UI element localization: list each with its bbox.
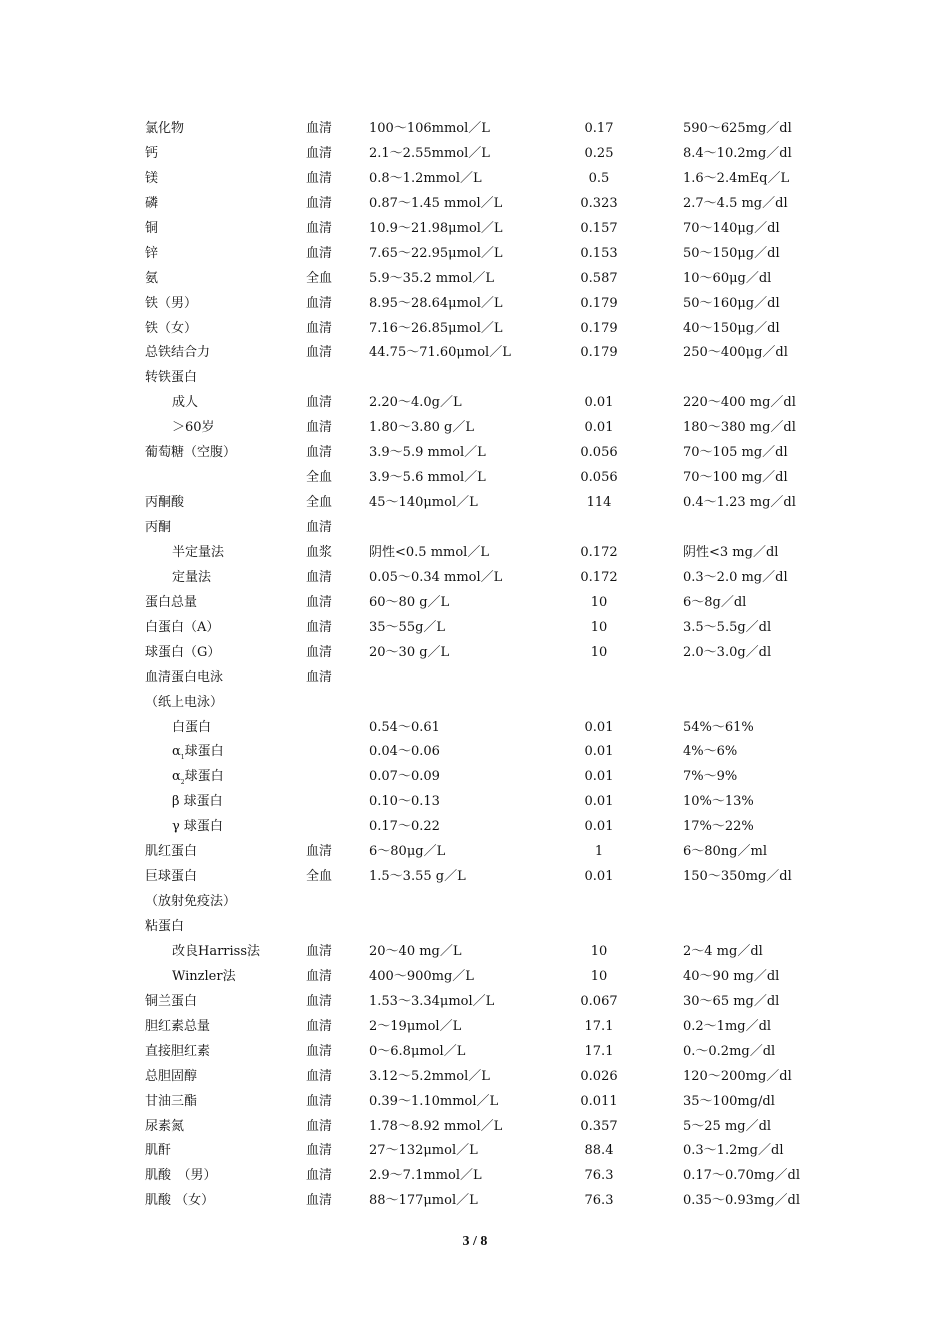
conversion-factor: 0.323	[580, 195, 618, 211]
item-name: 尿素氮	[145, 1118, 185, 1134]
si-reference-range: 88～177μmol／L	[369, 1193, 478, 1209]
item-name: 总胆固醇	[145, 1068, 198, 1084]
table-row	[0, 317, 950, 342]
conventional-reference-range: 40～90 mg／dl	[683, 968, 780, 984]
conventional-reference-range: 4%～6%	[683, 744, 738, 760]
conventional-reference-range: 40～150μg／dl	[683, 320, 780, 336]
table-row	[0, 491, 950, 516]
specimen-type: 血清	[306, 943, 333, 959]
specimen-type: 血清	[306, 1068, 333, 1084]
specimen-type: 血清	[306, 220, 333, 236]
item-name: 钙	[145, 145, 159, 161]
table-row	[0, 740, 950, 765]
table-row	[0, 840, 950, 865]
table-row	[0, 666, 950, 691]
conversion-factor: 0.01	[584, 744, 614, 760]
conversion-factor: 10	[590, 644, 608, 660]
item-name: 总铁结合力	[145, 345, 211, 361]
specimen-type: 血清	[306, 594, 333, 610]
specimen-type: 血清	[306, 1093, 333, 1109]
table-row	[0, 865, 950, 890]
table-row	[0, 416, 950, 441]
specimen-type: 全血	[306, 270, 333, 286]
si-reference-range: 7.65～22.95μmol／L	[369, 245, 503, 261]
specimen-type: 全血	[306, 495, 333, 511]
conventional-reference-range: 0.3～2.0 mg／dl	[683, 569, 788, 585]
specimen-type: 血清	[306, 844, 333, 860]
item-name: 铜兰蛋白	[145, 993, 198, 1009]
conventional-reference-range: 70～105 mg／dl	[683, 445, 788, 461]
si-reference-range: 3.9～5.9 mmol／L	[369, 445, 486, 461]
specimen-type: 血清	[306, 395, 333, 411]
specimen-type: 血清	[306, 1043, 333, 1059]
conversion-factor: 0.157	[580, 220, 618, 236]
table-row	[0, 641, 950, 666]
si-reference-range: 5.9～35.2 mmol／L	[369, 270, 495, 286]
si-reference-range: 1.80～3.80 g／L	[369, 420, 474, 436]
si-reference-range: 8.95～28.64μmol／L	[369, 295, 503, 311]
si-reference-range: 10.9～21.98μmol／L	[369, 220, 503, 236]
table-row	[0, 267, 950, 292]
specimen-type: 血清	[306, 420, 333, 436]
conversion-factor: 0.179	[580, 320, 618, 336]
greek-letter: α	[172, 769, 181, 785]
item-name: 铁（男）	[145, 295, 198, 311]
si-reference-range: 60～80 g／L	[369, 594, 450, 610]
subscript: 1	[180, 754, 185, 762]
conventional-reference-range: 0.17～0.70mg／dl	[683, 1168, 801, 1184]
table-row	[0, 691, 950, 716]
item-name: 锌	[145, 245, 159, 261]
si-reference-range: 0.10～0.13	[369, 794, 440, 810]
item-name: 磷	[145, 195, 159, 211]
conversion-factor: 17.1	[584, 1043, 614, 1059]
table-row	[0, 566, 950, 591]
item-name: 丙酮	[145, 520, 172, 535]
conversion-factor: 10	[590, 594, 608, 610]
conventional-reference-range: 590～625mg／dl	[683, 121, 792, 136]
table-row	[0, 890, 950, 915]
item-name: β 球蛋白	[172, 794, 223, 810]
conventional-reference-range: 2～4 mg／dl	[683, 943, 763, 959]
table-row	[0, 1189, 950, 1214]
conventional-reference-range: 6～8g／dl	[683, 594, 747, 610]
si-reference-range: 7.16～26.85μmol／L	[369, 320, 503, 336]
conventional-reference-range: 35～100mg/dl	[683, 1093, 775, 1109]
conventional-reference-range: 6～80ng／ml	[683, 844, 767, 860]
conventional-reference-range: 50～160μg／dl	[683, 295, 780, 311]
item-name: 转铁蛋白	[145, 370, 198, 386]
specimen-type: 血清	[306, 320, 333, 336]
table-row	[0, 940, 950, 965]
si-reference-range: 0.04～0.06	[369, 744, 440, 760]
table-row	[0, 591, 950, 616]
conventional-reference-range: 220～400 mg／dl	[683, 395, 796, 411]
table-row	[0, 117, 950, 142]
conventional-reference-range: 2.0～3.0g／dl	[683, 644, 772, 660]
si-reference-range: 0.17～0.22	[369, 819, 440, 835]
table-row	[0, 1090, 950, 1115]
si-reference-range: 3.12～5.2mmol／L	[369, 1068, 490, 1084]
conversion-factor: 0.01	[584, 719, 614, 735]
specimen-type: 血清	[306, 245, 333, 261]
conventional-reference-range: 10%～13%	[683, 794, 754, 810]
item-name: （纸上电泳）	[145, 694, 224, 710]
specimen-type: 血清	[306, 345, 333, 361]
si-reference-range: 0.8～1.2mmol／L	[369, 170, 482, 186]
conventional-reference-range: 0.2～1mg／dl	[683, 1018, 772, 1034]
conversion-factor: 0.172	[580, 544, 618, 560]
item-name: 镁	[145, 170, 159, 186]
conventional-reference-range: 0.4～1.23 mg／dl	[683, 495, 796, 511]
specimen-type: 血清	[306, 1193, 333, 1209]
conversion-factor: 0.056	[580, 445, 618, 461]
item-name: 半定量法	[172, 544, 225, 560]
conversion-factor: 0.5	[588, 170, 610, 186]
conventional-reference-range: 0.3～1.2mg／dl	[683, 1143, 784, 1159]
conventional-reference-range: 8.4～10.2mg／dl	[683, 145, 792, 161]
table-row	[0, 366, 950, 391]
conversion-factor: 76.3	[584, 1193, 614, 1209]
conventional-reference-range: 0.～0.2mg／dl	[683, 1043, 776, 1059]
specimen-type: 血清	[306, 619, 333, 635]
conventional-reference-range: 0.35～0.93mg／dl	[683, 1193, 801, 1209]
conversion-factor: 0.01	[584, 769, 614, 785]
table-row	[0, 1115, 950, 1140]
si-reference-range: 20～40 mg／L	[369, 943, 462, 959]
conventional-reference-range: 2.7～4.5 mg／dl	[683, 195, 788, 211]
specimen-type: 血清	[306, 1143, 333, 1159]
item-name: 粘蛋白	[145, 919, 185, 934]
table-row	[0, 341, 950, 366]
specimen-type: 血清	[306, 1168, 333, 1184]
conventional-reference-range: 10～60μg／dl	[683, 270, 772, 286]
si-reference-range: 阴性<0.5 mmol／L	[369, 544, 489, 560]
greek-letter: α	[172, 744, 181, 760]
conversion-factor: 0.01	[584, 819, 614, 835]
conversion-factor: 10	[590, 968, 608, 984]
si-reference-range: 20～30 g／L	[369, 644, 450, 660]
conversion-factor: 0.01	[584, 869, 614, 885]
table-row	[0, 616, 950, 641]
conversion-factor: 0.067	[580, 993, 618, 1009]
table-row	[0, 1040, 950, 1065]
table-row	[0, 167, 950, 192]
table-row	[0, 242, 950, 267]
conversion-factor: 0.153	[580, 245, 618, 261]
item-name: 白蛋白	[172, 719, 212, 735]
si-reference-range: 1.53～3.34μmol／L	[369, 993, 495, 1009]
conversion-factor: 0.056	[580, 470, 618, 486]
item-name-suffix: 球蛋白	[184, 744, 224, 760]
si-reference-range: 100～106mmol／L	[369, 121, 490, 136]
si-reference-range: 0.07～0.09	[369, 769, 440, 785]
conversion-factor: 0.357	[580, 1118, 618, 1134]
item-name: 氯化物	[145, 121, 185, 136]
item-name: 氨	[145, 270, 159, 286]
conversion-factor: 0.25	[584, 145, 614, 161]
specimen-type: 血清	[306, 445, 333, 461]
si-reference-range: 2.9～7.1mmol／L	[369, 1168, 482, 1184]
conventional-reference-range: 150～350mg／dl	[683, 869, 792, 885]
conversion-factor: 10	[590, 619, 608, 635]
conventional-reference-range: 180～380 mg／dl	[683, 420, 796, 436]
conversion-factor: 0.17	[584, 121, 614, 136]
item-name: 铜	[145, 220, 159, 236]
conventional-reference-range: 5～25 mg／dl	[683, 1118, 772, 1134]
specimen-type: 血清	[306, 170, 333, 186]
si-reference-range: 3.9～5.6 mmol／L	[369, 470, 486, 486]
item-name: ＞60岁	[172, 420, 215, 436]
reference-value-table	[0, 117, 950, 1214]
page-number: 3 / 8	[462, 1234, 488, 1249]
specimen-type: 血清	[306, 1118, 333, 1134]
conversion-factor: 0.01	[584, 794, 614, 810]
si-reference-range: 0.05～0.34 mmol／L	[369, 569, 503, 585]
table-row	[0, 1065, 950, 1090]
conventional-reference-range: 30～65 mg／dl	[683, 993, 780, 1009]
table-row	[0, 765, 950, 790]
item-name: 葡萄糖（空腹）	[145, 445, 237, 461]
table-row	[0, 391, 950, 416]
item-name: 肌酸 （女）	[145, 1193, 215, 1209]
item-name: 胆红素总量	[145, 1018, 211, 1034]
table-row	[0, 1015, 950, 1040]
table-row	[0, 142, 950, 167]
conversion-factor: 10	[590, 943, 608, 959]
table-row	[0, 1139, 950, 1164]
specimen-type: 血清	[306, 993, 333, 1009]
specimen-type: 血清	[306, 520, 333, 535]
table-row	[0, 790, 950, 815]
si-reference-range: 0.87～1.45 mmol／L	[369, 195, 503, 211]
conversion-factor: 0.01	[584, 395, 614, 411]
si-reference-range: 1.78～8.92 mmol／L	[369, 1118, 503, 1134]
specimen-type: 血浆	[306, 544, 333, 560]
item-name: 蛋白总量	[145, 594, 198, 610]
item-name: 巨球蛋白	[145, 869, 198, 885]
conventional-reference-range: 120～200mg／dl	[683, 1068, 792, 1084]
specimen-type: 血清	[306, 145, 333, 161]
si-reference-range: 0.39～1.10mmol／L	[369, 1093, 499, 1109]
table-row	[0, 1164, 950, 1189]
table-row	[0, 192, 950, 217]
conversion-factor: 0.026	[580, 1068, 618, 1084]
si-reference-range: 2.1～2.55mmol／L	[369, 145, 490, 161]
table-row	[0, 915, 950, 940]
conventional-reference-range: 54%～61%	[683, 719, 754, 735]
conversion-factor: 0.011	[580, 1093, 618, 1109]
item-name: 球蛋白（G）	[145, 644, 221, 660]
si-reference-range: 27～132μmol／L	[369, 1143, 478, 1159]
conversion-factor: 0.179	[580, 345, 618, 361]
conversion-factor: 88.4	[584, 1143, 614, 1159]
item-name: Winzler法	[172, 968, 236, 984]
conversion-factor: 0.179	[580, 295, 618, 311]
table-row	[0, 965, 950, 990]
si-reference-range: 6～80μg／L	[369, 844, 446, 860]
conversion-factor: 1	[594, 844, 604, 860]
item-name: （放射免疫法）	[145, 894, 237, 910]
table-row	[0, 815, 950, 840]
conversion-factor: 0.172	[580, 569, 618, 585]
conversion-factor: 114	[586, 495, 612, 511]
conventional-reference-range: 250～400μg／dl	[683, 345, 788, 361]
item-name: 甘油三酯	[145, 1093, 198, 1109]
table-row	[0, 541, 950, 566]
item-name: 成人	[172, 395, 199, 411]
si-reference-range: 400～900mg／L	[369, 968, 474, 984]
conventional-reference-range: 1.6～2.4mEq／L	[683, 170, 790, 186]
conversion-factor: 76.3	[584, 1168, 614, 1184]
item-name: 白蛋白（A）	[145, 619, 220, 635]
table-row	[0, 990, 950, 1015]
item-name: 直接胆红素	[145, 1043, 211, 1059]
specimen-type: 血清	[306, 195, 333, 211]
si-reference-range: 44.75～71.60μmol／L	[369, 345, 511, 361]
si-reference-range: 2.20～4.0g／L	[369, 395, 462, 411]
specimen-type: 血清	[306, 669, 333, 685]
specimen-type: 全血	[306, 869, 333, 885]
item-name-suffix: 球蛋白	[184, 769, 224, 785]
table-row	[0, 516, 950, 541]
item-name: 血清蛋白电泳	[145, 669, 224, 685]
specimen-type: 血清	[306, 569, 333, 585]
item-name: 肌酸 （男）	[145, 1168, 217, 1184]
si-reference-range: 0.54～0.61	[369, 719, 440, 735]
conventional-reference-range: 70～100 mg／dl	[683, 470, 788, 486]
specimen-type: 血清	[306, 1018, 333, 1034]
conventional-reference-range: 3.5～5.5g／dl	[683, 619, 772, 635]
item-name: 肌红蛋白	[145, 844, 198, 860]
si-reference-range: 2～19μmol／L	[369, 1018, 462, 1034]
conventional-reference-range: 50～150μg／dl	[683, 245, 780, 261]
conventional-reference-range: 17%～22%	[683, 819, 754, 835]
specimen-type: 血清	[306, 644, 333, 660]
si-reference-range: 1.5～3.55 g／L	[369, 869, 466, 885]
item-name: 丙酮酸	[145, 495, 185, 511]
specimen-type: 血清	[306, 121, 333, 136]
conversion-factor: 0.01	[584, 420, 614, 436]
conversion-factor: 17.1	[584, 1018, 614, 1034]
si-reference-range: 35～55g／L	[369, 619, 446, 635]
specimen-type: 全血	[306, 470, 333, 486]
conventional-reference-range: 阴性<3 mg／dl	[683, 544, 779, 560]
si-reference-range: 0～6.8μmol／L	[369, 1043, 466, 1059]
conventional-reference-range: 7%～9%	[683, 769, 738, 785]
table-row	[0, 292, 950, 317]
item-name: 定量法	[172, 569, 212, 585]
item-name: γ 球蛋白	[172, 819, 223, 835]
specimen-type: 血清	[306, 295, 333, 311]
item-name: 改良Harriss法	[172, 943, 261, 959]
item-name: 铁（女）	[145, 320, 198, 336]
item-name: 肌酐	[145, 1143, 172, 1159]
subscript: 2	[180, 779, 185, 787]
si-reference-range: 45～140μmol／L	[369, 495, 478, 511]
table-row	[0, 217, 950, 242]
table-row	[0, 441, 950, 466]
conversion-factor: 0.587	[580, 270, 618, 286]
table-row	[0, 466, 950, 491]
table-row	[0, 716, 950, 741]
specimen-type: 血清	[306, 968, 333, 984]
conventional-reference-range: 70～140μg／dl	[683, 220, 780, 236]
